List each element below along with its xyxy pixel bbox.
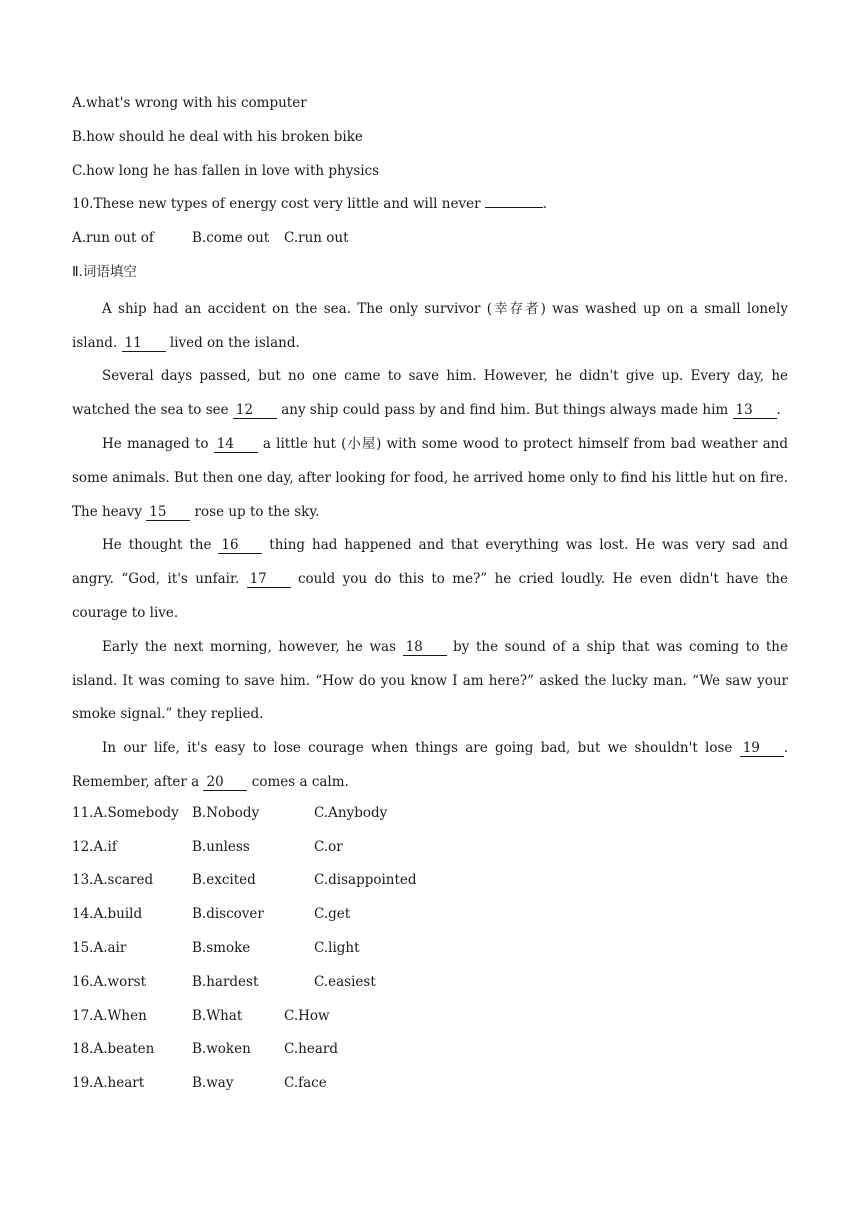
- options-list: [72, 800, 788, 1104]
- blank-15: 15: [146, 505, 190, 521]
- blank-17: 17: [247, 572, 291, 588]
- option-row-19: [72, 1070, 788, 1104]
- q10-options: [72, 225, 788, 259]
- blank-20: 20: [203, 775, 247, 791]
- option-c: C.Anybody: [314, 804, 388, 821]
- option-c: C.face: [284, 1075, 327, 1092]
- option-c: C.light: [314, 939, 360, 956]
- passage-text: He thought the: [102, 537, 219, 554]
- option-b: B.smoke: [192, 939, 251, 956]
- q10-stem: [72, 191, 788, 225]
- option-a: 12.A.if: [72, 838, 117, 855]
- passage-text: . Remember, after a: [72, 740, 788, 790]
- option-a: 14.A.build: [72, 906, 143, 923]
- passage-text: Several days passed, but no one came to save him. However, he didn't give up. Every day, he watched the sea to see: [72, 368, 788, 419]
- option-a: 16.A.worst: [72, 973, 146, 990]
- passage-text: .: [776, 402, 781, 419]
- blank-13: 13: [733, 403, 777, 419]
- blank-14: 14: [214, 437, 258, 453]
- passage-paragraph-6: [72, 732, 788, 800]
- option-row-11: [72, 800, 788, 834]
- q10-stem-text: 10.These new types of energy cost very little and will never: [72, 196, 481, 213]
- option-b: B.excited: [192, 872, 256, 889]
- passage-text: He managed to: [102, 435, 214, 452]
- option-b: B.discover: [192, 906, 264, 923]
- passage-text: could you do this to me?” he cried loudly. He even didn't have the courage to live.: [72, 571, 788, 621]
- passage-text: any ship could pass by and find him. But things always made him: [276, 402, 733, 419]
- blank-18: 18: [403, 640, 447, 656]
- passage-text: rose up to the sky.: [190, 503, 320, 520]
- q10-answer-blank: [485, 193, 543, 208]
- passage-paragraph-3: [72, 428, 788, 529]
- q10-option-c: C.run out: [284, 230, 349, 247]
- passage-text: Early the next morning, however, he was: [102, 638, 403, 655]
- option-row-12: [72, 834, 788, 868]
- worksheet-page: [72, 90, 788, 1104]
- passage-paragraph-4: [72, 529, 788, 630]
- option-c: C.heard: [284, 1041, 338, 1058]
- option-b: B.way: [192, 1075, 234, 1092]
- passage-paragraph-2: [72, 360, 788, 428]
- option-b: B.woken: [192, 1041, 251, 1058]
- blank-19: 19: [740, 741, 784, 757]
- option-c: C.or: [314, 838, 343, 855]
- option-c: C.easiest: [314, 973, 376, 990]
- passage-text: by the sound of a ship that was coming to the island. It was coming to save him. “How do you know I am here?” asked the lucky man. “We saw your smoke signal.” they replied.: [72, 638, 788, 723]
- q9-option-b: B.how should he deal with his broken bike: [72, 128, 363, 145]
- option-c: C.How: [284, 1007, 330, 1024]
- passage-text: thing had happened and that everything was lost. He was very sad and angry. “God, it's unfair.: [72, 537, 789, 588]
- section-title: Ⅱ.词语填空: [72, 263, 137, 280]
- option-b: B.hardest: [192, 973, 259, 990]
- passage-text: In our life, it's easy to lose courage when things are going bad, but we shouldn't lose: [102, 740, 740, 757]
- q9-option-c: C.how long he has fallen in love with physics: [72, 162, 380, 179]
- option-row-16: [72, 969, 788, 1003]
- passage-text: a little hut (小屋) with some wood to protect himself from bad weather and some animals. But then one day, after looking for food, he arrived home only to find his little hut on fire. The heavy: [72, 435, 789, 520]
- option-a: 13.A.scared: [72, 872, 154, 889]
- option-c: C.get: [314, 906, 351, 923]
- option-a: 17.A.When: [72, 1007, 147, 1024]
- passage-paragraph-5: [72, 631, 788, 732]
- option-a: 19.A.heart: [72, 1075, 145, 1092]
- passage-text: lived on the island.: [165, 334, 300, 351]
- blank-11: 11: [122, 336, 166, 352]
- option-row-17: [72, 1003, 788, 1037]
- option-b: B.What: [192, 1007, 243, 1024]
- option-b: B.unless: [192, 838, 250, 855]
- passage-text: comes a calm.: [247, 773, 349, 790]
- q10-option-b: B.come out: [192, 230, 270, 247]
- option-b: B.Nobody: [192, 804, 260, 821]
- option-a: 18.A.beaten: [72, 1041, 155, 1058]
- option-a: 15.A.air: [72, 939, 127, 956]
- option-a: 11.A.Somebody: [72, 804, 179, 821]
- blank-16: 16: [218, 538, 262, 554]
- blank-12: 12: [233, 403, 277, 419]
- option-row-15: [72, 935, 788, 969]
- option-c: C.disappointed: [314, 872, 417, 889]
- passage-paragraph-1: [72, 293, 788, 361]
- q10-stem-end: .: [542, 196, 548, 213]
- option-row-14: [72, 901, 788, 935]
- q10-option-a: A.run out of: [72, 230, 154, 247]
- option-row-18: [72, 1036, 788, 1070]
- option-row-13: [72, 867, 788, 901]
- passage-text: A ship had an accident on the sea. The only survivor (幸存者) was washed up on a small lonely island.: [72, 300, 788, 351]
- q9-option-a: A.what's wrong with his computer: [72, 95, 307, 111]
